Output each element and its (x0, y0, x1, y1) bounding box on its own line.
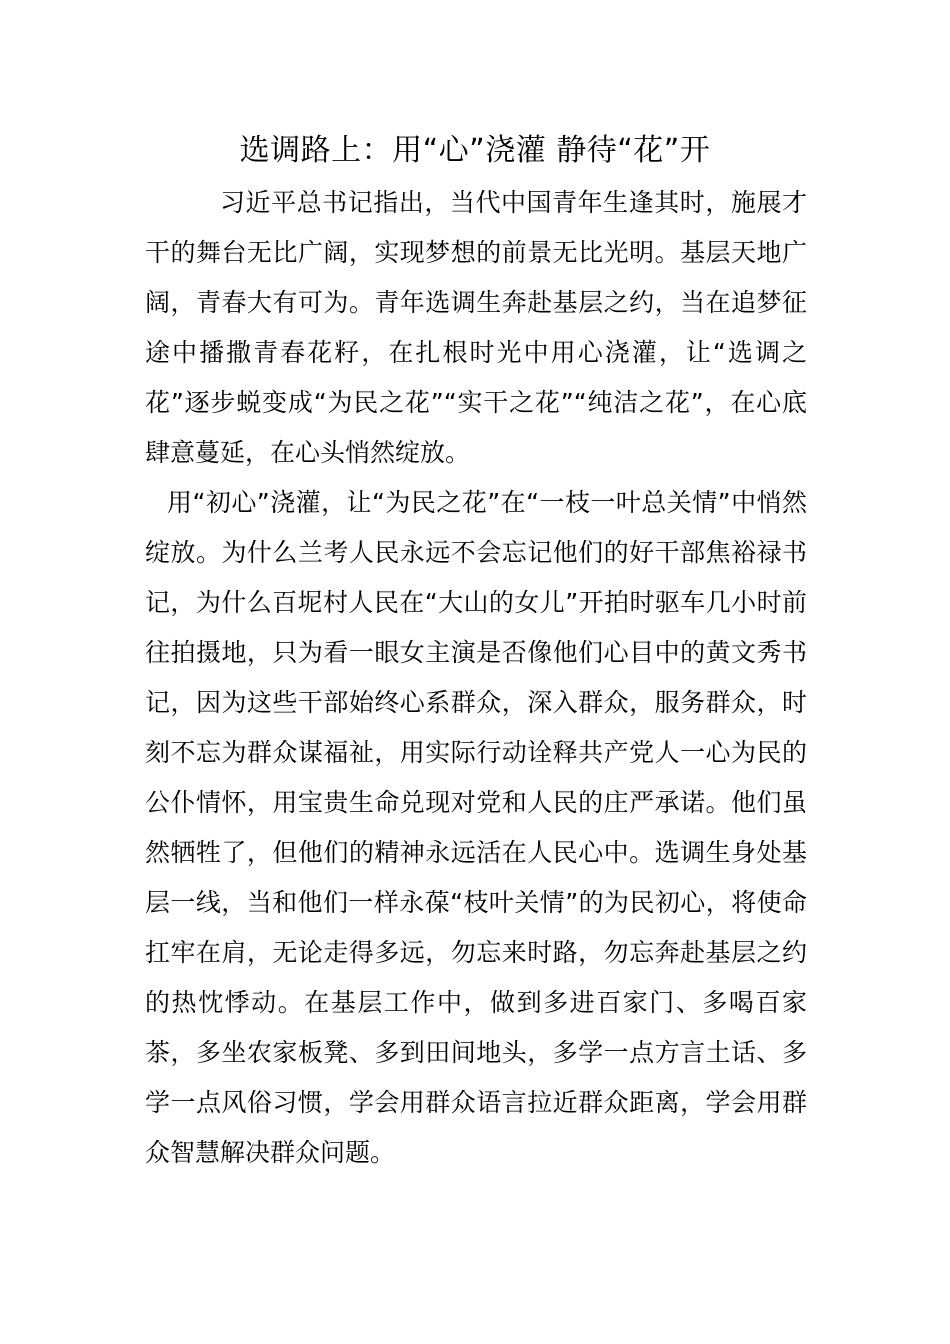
document-title: 选调路上：用“心”浇灌 静待“花”开 (239, 133, 711, 168)
paragraph-intro: 习近平总书记指出，当代中国青年生逢其时，施展才干的舞台无比广阔，实现梦想的前景无比光明。基层天地广阔，青春大有可为。青年选调生奔赴基层之约，当在追梦征途中播撒青春花籽，在扎根时光中用心浇灌，让“选调之花”逐步蜕变成“为民之花”“实干之花”“纯洁之花”，在心底肆意蔓延，在心头悄然绽放。 (145, 188, 807, 467)
paragraph-initial-heart: 用“初心”浇灌，让“为民之花”在“一枝一叶总关情”中悄然绽放。为什么兰考人民永远不会忘记他们的好干部焦裕禄书记，为什么百坭村人民在“大山的女儿”开拍时驱车几小时前往拍摄地，只为看一眼女主演是否像他们心目中的黄文秀书记，因为这些干部始终心系群众，深入群众，服务群众，时刻不忘为群众谋福祉，用实际行动诠释共产党人一心为民的公仆情怀，用宝贵生命兑现对党和人民的庄严承诺。他们虽然牺牲了，但他们的精神永远活在人民心中。选调生身处基层一线，当和他们一样永葆“枝叶关情”的为民初心，将使命扛牢在肩，无论走得多远，勿忘来时路，勿忘奔赴基层之约的热忱悸动。在基层工作中，做到多进百家门、多喝百家茶，多坐农家板凳、多到田间地头，多学一点方言土话、多学一点风俗习惯，学会用群众语言拉近群众距离，学会用群众智慧解决群众问题。 (145, 488, 807, 1167)
document-body (145, 178, 807, 1178)
